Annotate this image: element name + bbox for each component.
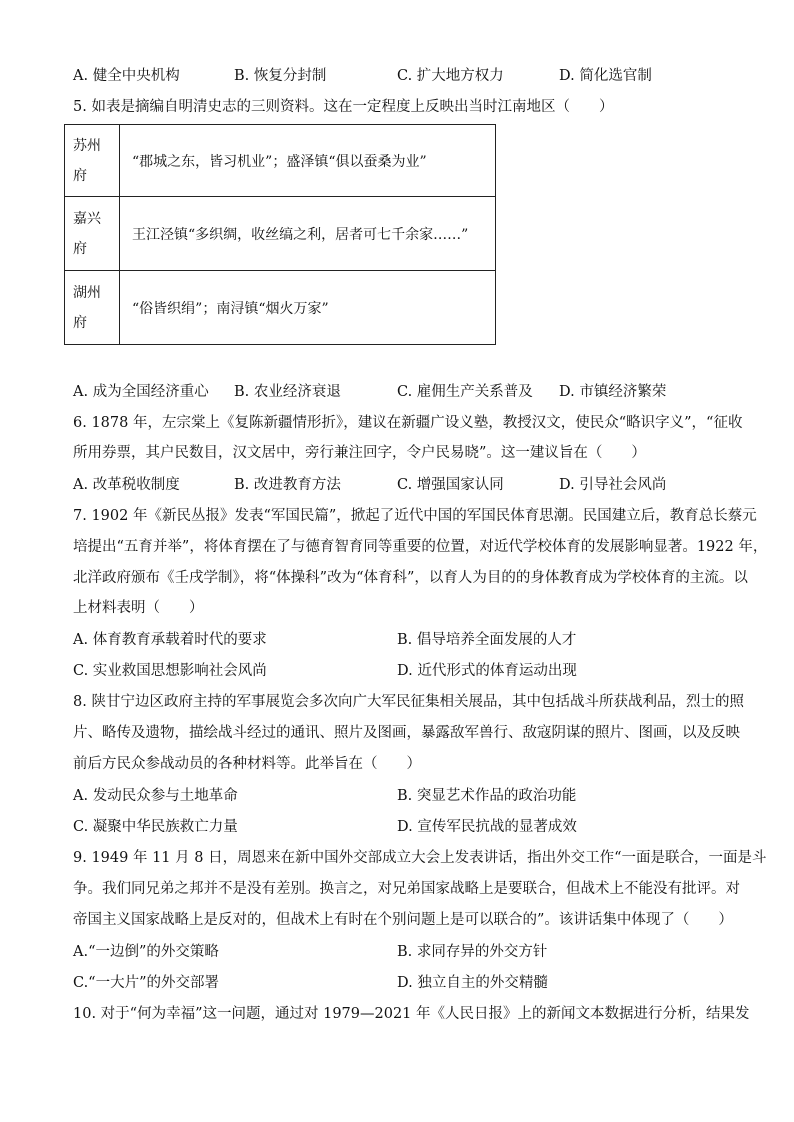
q4-option-d[interactable]: D. 简化选官制 [559, 68, 652, 84]
q7-option-d[interactable]: D. 近代形式的体育运动出现 [397, 663, 577, 679]
table-quote-cell: “俗皆织绢”；南浔镇“烟火万家” [120, 271, 496, 345]
q9-option-b[interactable]: B. 求同存异的外交方针 [397, 944, 548, 960]
q5-option-b[interactable]: B. 农业经济衰退 [234, 384, 341, 400]
table-place-cell: 苏州 府 [65, 125, 120, 197]
q8-option-a[interactable]: A. 发动民众参与土地革命 [73, 788, 238, 804]
q4-option-a[interactable]: A. 健全中央机构 [73, 68, 180, 84]
q9-option-c[interactable]: C.“一大片”的外交部署 [73, 975, 220, 991]
q6-option-d[interactable]: D. 引导社会风尚 [559, 477, 667, 493]
q6-option-a[interactable]: A. 改革税收制度 [73, 477, 180, 493]
q5-source-table [64, 124, 496, 345]
q6-option-b[interactable]: B. 改进教育方法 [234, 477, 341, 493]
q9-option-d[interactable]: D. 独立自主的外交精髓 [397, 975, 548, 991]
table-row [65, 125, 496, 197]
table-row [65, 197, 496, 271]
q7-option-b[interactable]: B. 倡导培养全面发展的人才 [397, 632, 577, 648]
q8-option-c[interactable]: C. 凝聚中华民族救亡力量 [73, 819, 238, 835]
q5-option-a[interactable]: A. 成为全国经济重心 [73, 384, 209, 400]
q8-option-d[interactable]: D. 宣传军民抗战的显著成效 [397, 819, 577, 835]
q7-option-a[interactable]: A. 体育教育承载着时代的要求 [73, 632, 267, 648]
q7-option-c[interactable]: C. 实业救国思想影响社会风尚 [73, 663, 267, 679]
table-quote-cell: “郡城之东，皆习机业”；盛泽镇“俱以蚕桑为业” [120, 125, 496, 197]
q6-option-c[interactable]: C. 增强国家认同 [397, 477, 504, 493]
q5-option-d[interactable]: D. 市镇经济繁荣 [559, 384, 667, 400]
q10-stem: 10. 对于“何为幸福”这一问题，通过对 1979—2021 年《人民日报》上的新闻文本数据进行分析，结果发 [73, 1006, 750, 1022]
q5-stem: 5. 如表是摘编自明清史志的三则资料。这在一定程度上反映出当时江南地区（ ） [73, 99, 614, 115]
q4-option-c[interactable]: C. 扩大地方权力 [397, 68, 504, 84]
table-place-cell: 嘉兴 府 [65, 197, 120, 271]
q8-option-b[interactable]: B. 突显艺术作品的政治功能 [397, 788, 577, 804]
table-place-cell: 湖州 府 [65, 271, 120, 345]
table-row [65, 271, 496, 345]
table-quote-cell: 王江泾镇“多织绸，收丝缟之利，居者可七千余家……” [120, 197, 496, 271]
exam-page: A. 健全中央机构 B. 恢复分封制 C. 扩大地方权力 D. 简化选官制 5. 如表是摘编自明清史志的三则资料。这在一定程度上反映出当时江南地区（ ） 苏州 府 “郡城之东，皆习机业”；盛泽镇“俱以蚕桑为业” 嘉兴 府 王江泾镇“多织绸，收丝缟之利，居者可七千余家……” 湖州 府 “俗皆织绢”；南浔镇“烟火万家” A. 成为全国经济重心 B. 农业经济衰退 C. 雇佣生产关系普及 D. 市镇经济繁荣 6. 1878 年，左宗棠上《复陈新疆情形折》，建议在新疆广设义塾，教授汉文，使民众“略识字义”，“征收 所用券票，其户民数目，汉文居中，旁行兼注回字，令户民易晓”。这一建议旨在（ ） A. 改革税收制度 B. 改进教育方法 C. 增强国家认同 D. 引导社会风尚 7. 1902 年《新民丛报》发表“军国民篇”，掀起了近代中国的军国民体育思潮。民国建立后，教育总长蔡元 培提出“五育并举”，将体育摆在了与德育智育同等重要的位置，对近代学校体育的发展影响显著。1922 年， 北洋政府颁布《壬戌学制》，将“体操科”改为“体育科”，以育人为目的的身体教育成为学校体育的主流。以 上材料表明（ ） A. 体育教育承载着时代的要求 B. 倡导培养全面发展的人才 C. 实业救国思想影响社会风尚 D. 近代形式的体育运动出现 8. 陕甘宁边区政府主持的军事展览会多次向广大军民征集相关展品，其中包括战斗所获战利品，烈士的照 片、略传及遗物，描绘战斗经过的通讯、照片及图画，暴露敌军兽行、敌寇阴谋的照片、图画，以及反映 前后方民众参战动员的各种材料等。此举旨在（ ） A. 发动民众参与土地革命 B. 突显艺术作品的政治功能 C. 凝聚中华民族救亡力量 D. 宣传军民抗战的显著成效 9. 1949 年 11 月 8 日，周恩来在新中国外交部成立大会上发表讲话，指出外交工作“一面是联合，一面是斗 争。我们同兄弟之邦并不是没有差别。换言之，对兄弟国家战略上是要联合，但战术上不能没有批评。对 帝国主义国家战略上是反对的，但战术上有时在个别问题上是可以联合的”。该讲话集中体现了（ ） A.“一边倒”的外交策略 B. 求同存异的外交方针 C.“一大片”的外交部署 D. 独立自主的外交精髓 10. 对于“何为幸福”这一问题，通过对 1979—2021 年《人民日报》上的新闻文本数据进行分析，结果发 [0, 0, 794, 1122]
q5-option-c[interactable]: C. 雇佣生产关系普及 [397, 384, 533, 400]
q9-option-a[interactable]: A.“一边倒”的外交策略 [73, 944, 219, 960]
q4-option-b[interactable]: B. 恢复分封制 [234, 68, 327, 84]
